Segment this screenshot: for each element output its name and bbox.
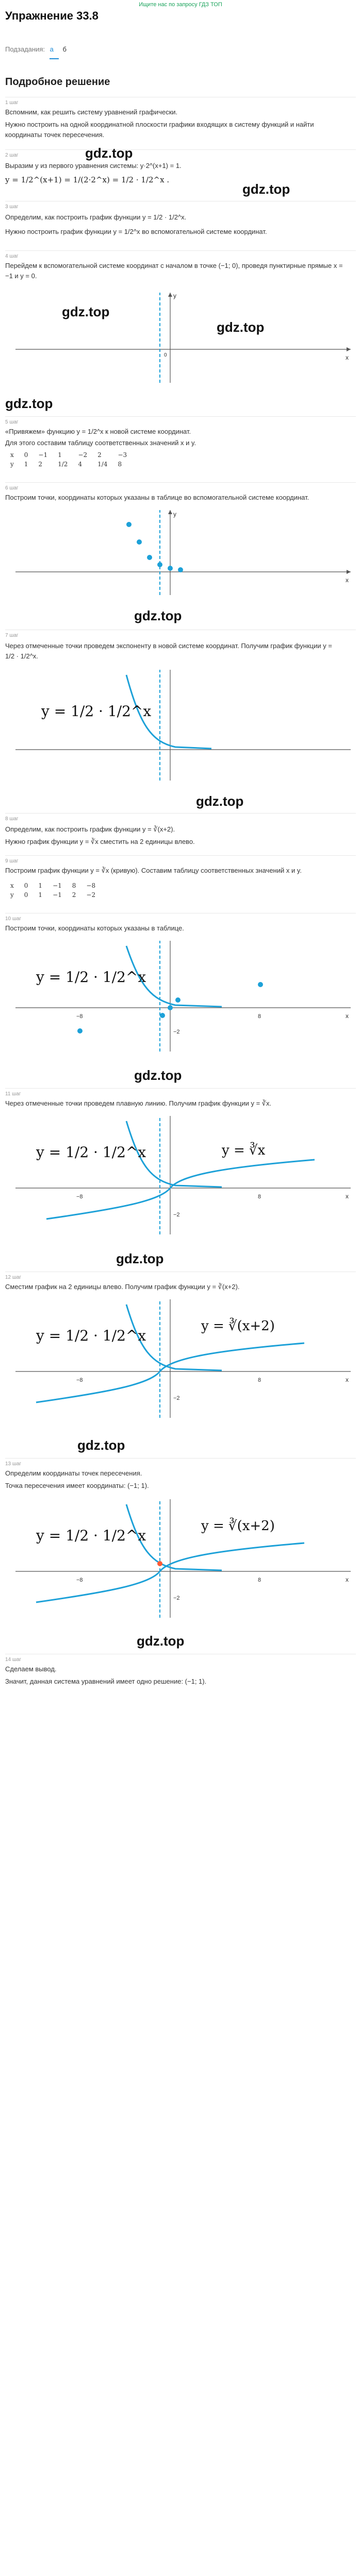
graph-step7: [5, 665, 356, 783]
values-table-1: [5, 450, 132, 469]
table-cell: 1: [58, 451, 62, 459]
watermark: gdz.top: [5, 396, 53, 411]
divider: [5, 482, 356, 483]
table-cell: x: [10, 451, 14, 459]
values-table-2: [5, 881, 101, 900]
equation-label: y = ∛x: [222, 1143, 266, 1158]
equation-label: y = 1/2 · 1/2^x: [36, 1327, 146, 1344]
divider: [5, 416, 356, 417]
axis-label-x: x: [346, 1576, 349, 1583]
step-label: 1 шаг: [5, 100, 19, 106]
table-cell: −2: [78, 451, 88, 459]
step-label: 12 шаг: [5, 1275, 22, 1280]
table-cell: 2: [38, 461, 43, 468]
table-cell: 0: [24, 882, 28, 889]
tick-label: 8: [258, 1377, 261, 1383]
watermark: gdz.top: [134, 608, 182, 623]
equation-label: y = ∛(x+2): [201, 1518, 275, 1534]
tick-label: −2: [173, 1595, 180, 1601]
step-text: Перейдем к вспомогательной системе координат с началом в точке (−1; 0), проведя пунктирные прямые x = −1 и y = 0.: [5, 262, 343, 280]
subtask-a-tab[interactable]: а: [50, 45, 54, 53]
step-label: 3 шаг: [5, 204, 19, 210]
table-cell: 0: [24, 451, 28, 459]
watermark: gdz.top: [134, 1067, 182, 1083]
step-text: Через отмеченные точки проведем экспоненту в новой системе координат. Получим график функции y = 1/2 · 1/2^x.: [5, 642, 332, 660]
equation-label: y = ∛(x+2): [201, 1318, 275, 1334]
step-text: Выразим y из первого уравнения системы: y·2^(x+1) = 1.: [5, 162, 182, 170]
table-cell: −1: [38, 451, 48, 459]
table-cell: y: [10, 891, 14, 899]
step-label: 6 шаг: [5, 485, 19, 491]
origin-label: 0: [164, 352, 167, 358]
step-label: 13 шаг: [5, 1461, 22, 1467]
divider: [5, 813, 356, 814]
tick-label: −8: [76, 1377, 83, 1383]
axis-label-x: x: [346, 354, 349, 361]
watermark: gdz.top: [137, 1633, 185, 1649]
page-title: Упражнение 33.8: [5, 9, 99, 22]
step-text: Построим точки, координаты которых указаны в таблице во вспомогательной системе координат.: [5, 494, 309, 501]
graph-step13: [5, 1494, 356, 1623]
table-cell: 0: [24, 891, 28, 899]
table-cell: −8: [86, 882, 96, 889]
axis-label-x: x: [346, 1012, 349, 1020]
step-label: 11 шаг: [5, 1091, 21, 1097]
top-note[interactable]: Ищите нас по запросу ГДЗ ТОП: [139, 2, 222, 8]
subtasks-row: [5, 45, 67, 53]
step-text: Нужно построить график функции y = 1/2^x во вспомогательной системе координат.: [5, 228, 267, 235]
step-text: Для этого составим таблицу соответственных значений x и y.: [5, 439, 196, 447]
step-label: 7 шаг: [5, 633, 19, 638]
divider: [5, 1088, 356, 1089]
equation-label: y = 1/2 · 1/2^x: [41, 703, 152, 720]
step-label: 8 шаг: [5, 816, 19, 822]
table-cell: 2: [97, 451, 102, 459]
graph-step12: [5, 1294, 356, 1423]
step-label: 10 шаг: [5, 916, 22, 922]
table-cell: 8: [72, 882, 76, 889]
equation-label: y = 1/2 · 1/2^x: [36, 969, 146, 986]
table-cell: x: [10, 882, 14, 889]
step-text: Определим, как построить график функции y = 1/2 · 1/2^x.: [5, 213, 187, 221]
tick-label: −2: [173, 1212, 180, 1218]
tick-label: −8: [76, 1577, 83, 1583]
table-cell: 1: [38, 882, 43, 889]
step-text: Определим, как построить график функции y = ∛(x+2).: [5, 825, 175, 833]
axis-label-y: y: [173, 292, 176, 299]
table-cell: −1: [53, 882, 62, 889]
table-cell: 1/2: [58, 461, 68, 468]
watermark: gdz.top: [77, 1437, 125, 1453]
equation-label: y = 1/2 · 1/2^x: [36, 1144, 146, 1161]
tick-label: 8: [258, 1013, 261, 1020]
axis-label-x: x: [346, 1193, 349, 1200]
section-heading: Подробное решение: [5, 76, 110, 88]
step-text: Нужно построить на одной координатной плоскости графики входящих в систему функций и найти координаты точек пересечения.: [5, 121, 314, 139]
step-label: 14 шаг: [5, 1657, 22, 1663]
divider: [5, 1458, 356, 1459]
tick-label: 8: [258, 1194, 261, 1200]
step-text: Построим график функции y = ∛x (кривую). Составим таблицу соответственных значений x и y.: [5, 867, 302, 874]
step-label: 4 шаг: [5, 253, 19, 259]
active-subtask-underline: [50, 58, 59, 59]
step-label: 5 шаг: [5, 419, 19, 425]
table-cell: 8: [118, 461, 122, 468]
table-cell: 1: [24, 461, 28, 468]
table-cell: 2: [72, 891, 76, 899]
axis-label-x: x: [346, 577, 349, 584]
watermark: gdz.top: [196, 793, 244, 809]
axis-label-y: y: [173, 511, 176, 518]
step-text: Определим координаты точек пересечения.: [5, 1469, 142, 1477]
step-text: Нужно график функции y = ∛x сместить на 2 единицы влево.: [5, 838, 195, 845]
watermark: gdz.top: [242, 181, 290, 197]
table-cell: 1: [38, 891, 43, 899]
divider: [5, 855, 356, 856]
step-text: Значит, данная система уравнений имеет одно решение: (−1; 1).: [5, 1677, 207, 1685]
step-label: 2 шаг: [5, 152, 19, 158]
table-cell: y: [10, 461, 14, 468]
step-text: Сделаем вывод.: [5, 1665, 57, 1673]
tick-label: −8: [76, 1013, 83, 1020]
tick-label: −2: [173, 1395, 180, 1401]
step-text: Сместим график на 2 единицы влево. Получим график функции y = ∛(x+2).: [5, 1283, 240, 1291]
graph-step4: [5, 282, 356, 385]
watermark: gdz.top: [62, 304, 110, 319]
table-cell: 4: [78, 461, 83, 468]
divider: [5, 250, 356, 251]
graph-step11: [5, 1111, 356, 1240]
graph-step10: [5, 936, 356, 1057]
subtasks-label: Подзадания:: [5, 45, 45, 53]
tick-label: 8: [258, 1577, 261, 1583]
watermark: gdz.top: [85, 145, 133, 161]
equation-label: y = 1/2 · 1/2^x: [36, 1527, 146, 1544]
subtask-b-tab[interactable]: б: [62, 45, 67, 53]
step-text: Через отмеченные точки проведем плавную линию. Получим график функции y = ∛x.: [5, 1099, 272, 1107]
tick-label: −2: [173, 1029, 180, 1035]
step-label: 9 шаг: [5, 858, 19, 864]
watermark: gdz.top: [116, 1251, 164, 1266]
watermark: gdz.top: [217, 319, 265, 335]
axis-label-x: x: [346, 1376, 349, 1383]
table-cell: −1: [53, 891, 62, 899]
graph-step6: [5, 505, 356, 598]
formula: y = 1/2^(x+1) = 1/(2·2^x) = 1/2 · 1/2^x .: [5, 175, 170, 184]
table-cell: 1/4: [97, 461, 108, 468]
step-text: Вспомним, как решить систему уравнений графически.: [5, 108, 178, 116]
table-cell: −2: [86, 891, 96, 899]
step-text: Точка пересечения имеет координаты: (−1; 1).: [5, 1482, 149, 1489]
tick-label: −8: [76, 1194, 83, 1200]
step-text: «Привяжем» функцию y = 1/2^x к новой системе координат.: [5, 428, 191, 435]
divider: [5, 149, 356, 150]
table-cell: −3: [118, 451, 127, 459]
step-text: Построим точки, координаты которых указаны в таблице.: [5, 924, 184, 932]
